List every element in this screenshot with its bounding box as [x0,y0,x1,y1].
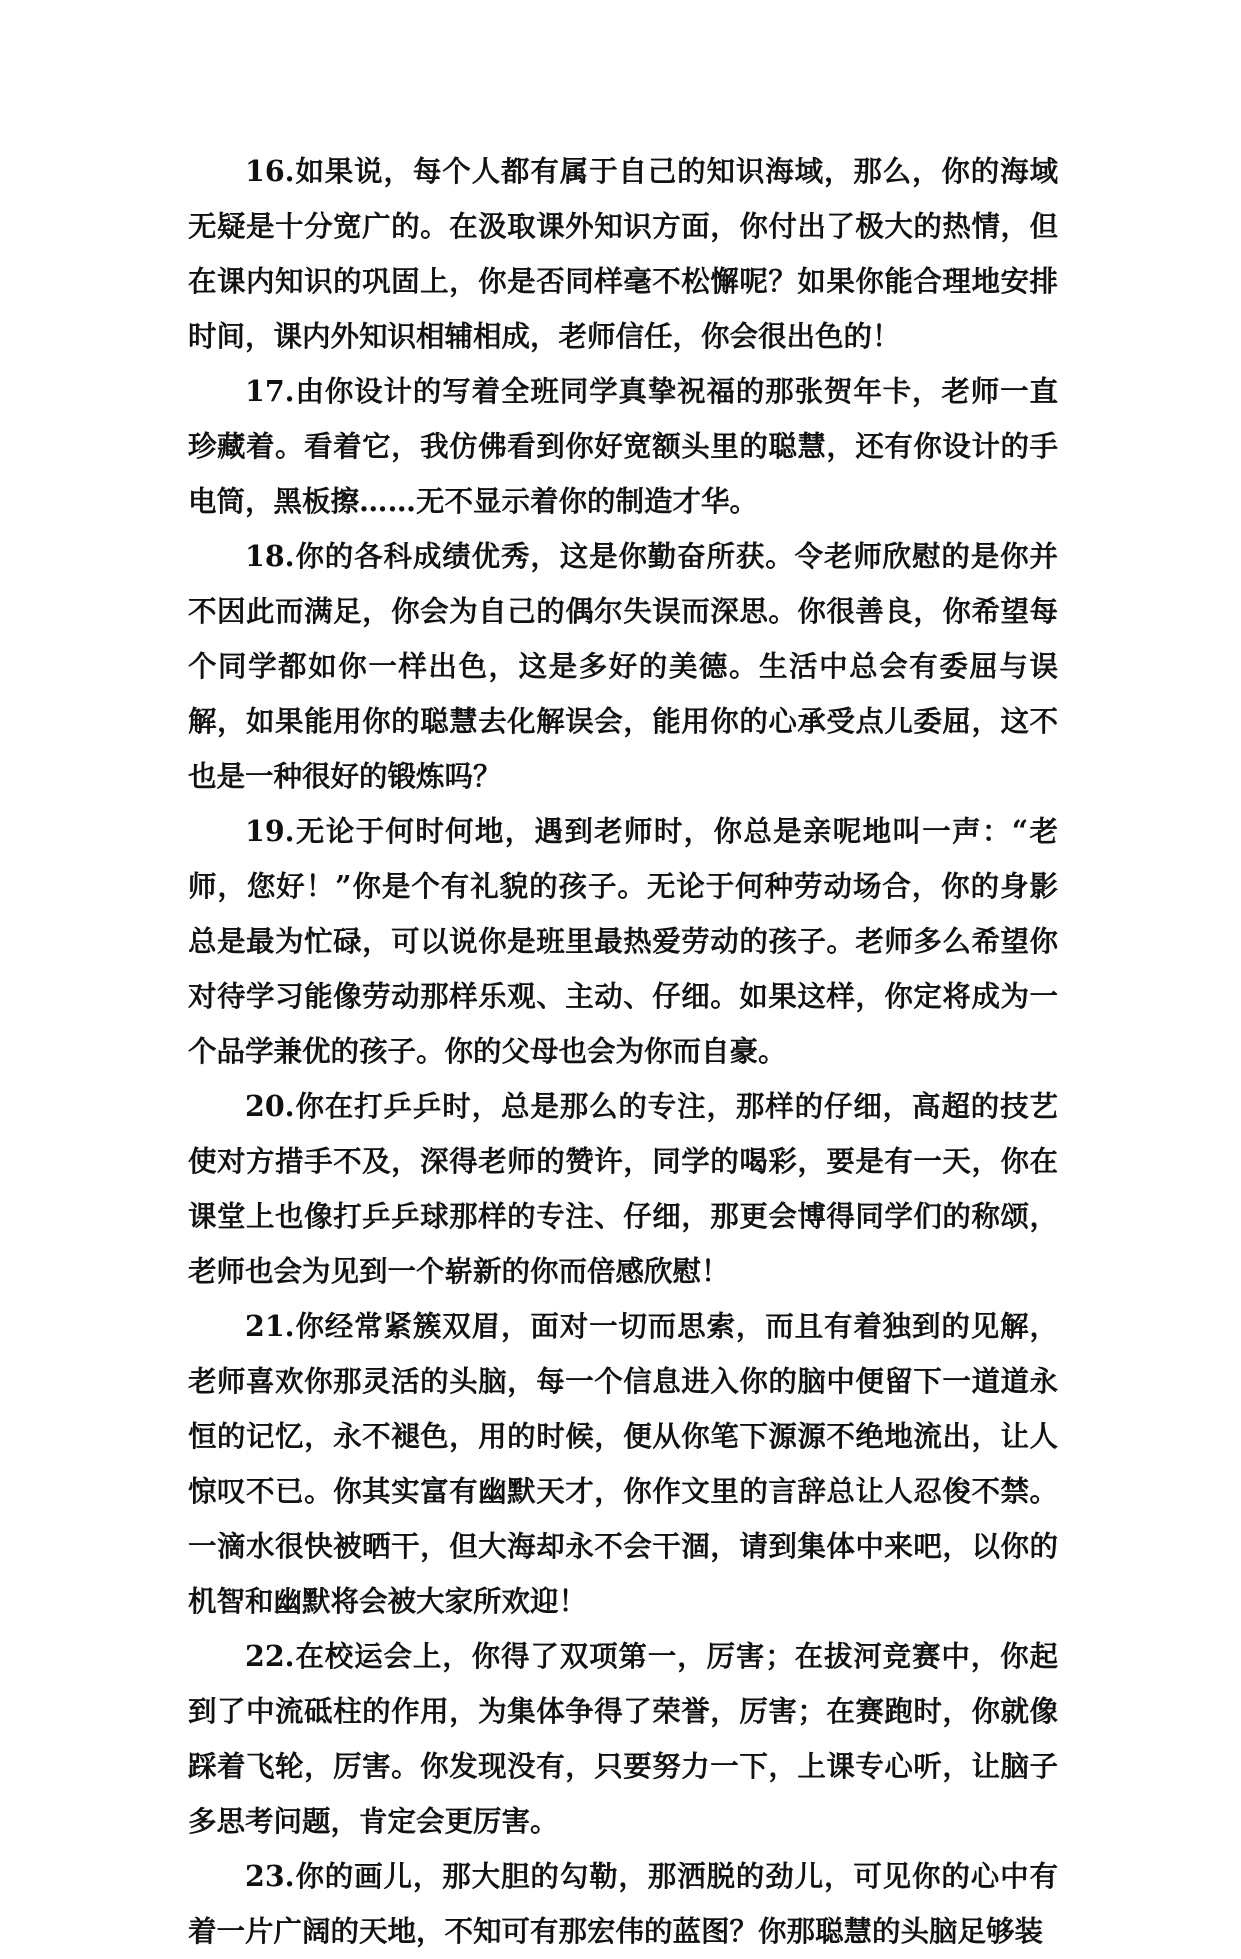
comment-paragraph-17: 17.由你设计的写着全班同学真挚祝福的那张贺年卡，老师一直珍藏着。看着它，我仿佛看到你好宽额头里的聪慧，还有你设计的手电筒，黑板擦……无不显示着你的制造才华。 [188,374,1058,518]
comment-paragraph-20: 20.你在打乒乒时，总是那么的专注，那样的仔细，高超的技艺使对方措手不及，深得老师的赞许，同学的喝彩，要是有一天，你在课堂上也像打乒乒球那样的专注、仔细，那更会博得同学们的称颂，老师也会为见到一个崭新的你而倍感欣慰！ [188,1089,1058,1288]
comment-paragraph-21: 21.你经常紧簇双眉，面对一切而思索，而且有着独到的见解，老师喜欢你那灵活的头脑，每一个信息进入你的脑中便留下一道道永恒的记忆，永不褪色，用的时候，便从你笔下源源不绝地流出，让人惊叹不已。你其实富有幽默天才，你作文里的言辞总让人忍俊不禁。一滴水很快被晒干，但大海却永不会干涸，请到集体中来吧，以你的机智和幽默将会被大家所欢迎！ [188,1309,1058,1618]
comment-text-block [188,144,1058,1959]
comment-paragraph-23: 23.你的画儿，那大胆的勾勒，那洒脱的劲儿，可见你的心中有着一片广阔的天地，不知可有那宏伟的蓝图？你那聪慧的头脑足够装 [188,1859,1058,1948]
comment-paragraph-19: 19.无论于何时何地，遇到老师时，你总是亲呢地叫一声：“老师，您好！”你是个有礼貌的孩子。无论于何种劳动场合，你的身影总是最为忙碌，可以说你是班里最热爱劳动的孩子。老师多么希望你对待学习能像劳动那样乐观、主动、仔细。如果这样，你定将成为一个品学兼优的孩子。你的父母也会为你而自豪。 [188,814,1058,1068]
comment-paragraph-18: 18.你的各科成绩优秀，这是你勤奋所获。令老师欣慰的是你并不因此而满足，你会为自己的偶尔失误而深思。你很善良，你希望每个同学都如你一样出色，这是多好的美德。生活中总会有委屈与误解，如果能用你的聪慧去化解误会，能用你的心承受点儿委屈，这不也是一种很好的锻炼吗？ [188,539,1058,793]
comment-paragraph-22: 22.在校运会上，你得了双项第一，厉害；在拔河竞赛中，你起到了中流砥柱的作用，为集体争得了荣誉，厉害；在赛跑时，你就像踩着飞轮，厉害。你发现没有，只要努力一下，上课专心听，让脑子多思考问题，肯定会更厉害。 [188,1639,1058,1838]
comment-paragraph-16: 16.如果说，每个人都有属于自己的知识海域，那么，你的海域无疑是十分宽广的。在汲取课外知识方面，你付出了极大的热情，但在课内知识的巩固上，你是否同样毫不松懈呢？如果你能合理地安排时间，课内外知识相辅相成，老师信任，你会很出色的！ [188,154,1058,353]
